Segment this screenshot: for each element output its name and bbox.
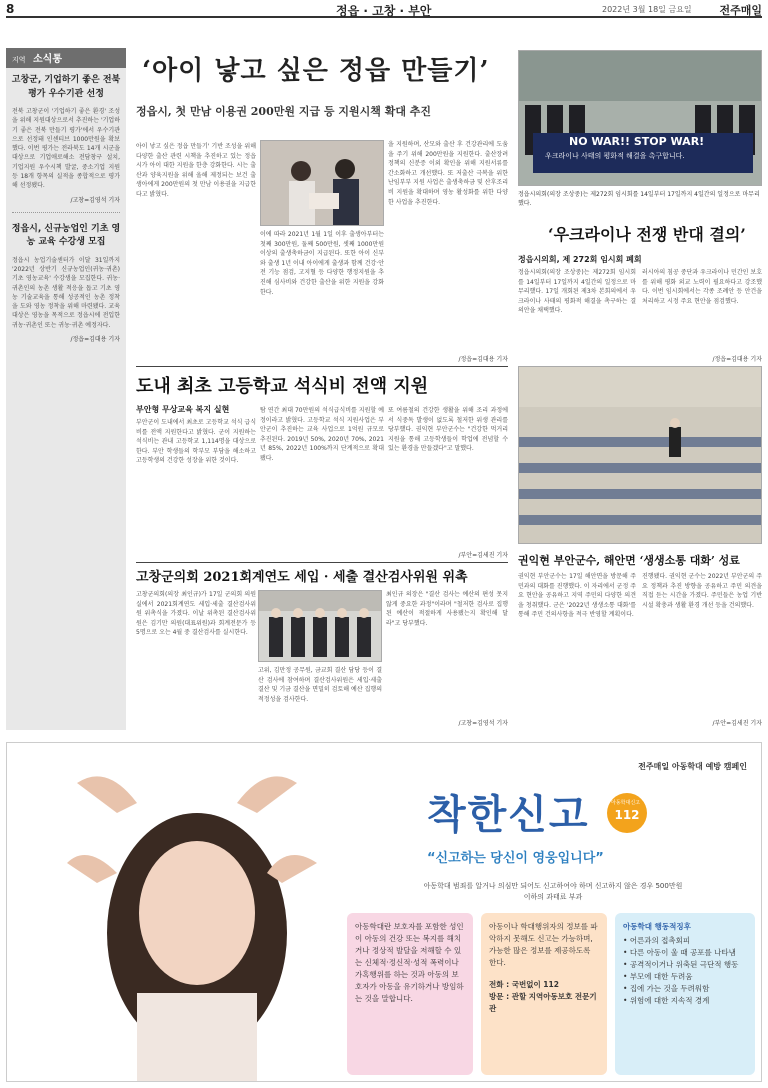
signs-item-text: 공격적이거나 위축된 극단적 행동 [629,960,739,969]
divider [136,562,508,563]
auditorium-photo-icon [519,367,762,544]
article1-byline: /정읍=김대용 기자 [458,356,508,363]
ad-title: 착한신고 [427,792,590,838]
article3-headline: 고창군의회 2021회계연도 세입 · 세출 결산검사위원 위촉 [136,570,468,585]
article1-subhead: 정읍시, 첫 만남 이용권 200만원 지급 등 지원시책 확대 추진 [136,105,432,118]
left-item1-title: 고창군, 기업하기 좋은 전북 평가 우수기관 선정 [11,75,121,99]
signs-item-text: 위험에 대한 지속적 경계 [629,996,710,1005]
signs-item: • 다른 아동이 울 때 공포를 나타냄 [623,948,736,957]
left-item1-body: 전북 고창군이 '기업하기 좋은 환경' 조성을 위해 지원대상으로서 추진하는 '기업하기 좋은 전북 만들기 평가'에서 우수기관으로 선정돼 인센티브 1000만원을 확보했다. 이번 평가는 전라북도 14개 시군을 대상으로 기업애로해소 전담창구 설치, 기업지원 우수시책 발굴, 중소기업 지원 등 18개 항목의 실적을 종합적으로 평가해 선정됐다. [12,108,120,190]
signs-item: • 위험에 대한 지속적 경계 [623,996,710,1005]
article2-byline: /부안=김세진 기자 [458,552,508,559]
article3-col2: 고위, 김만정 공무원, 금교회 결산 담당 등이 결산 검사에 참여하며 결산검사위원은 세입·세출 결산 및 기금 결산을 면밀히 검토해 예산 집행의 적정성을 검사한다. [258,667,382,703]
ceremony-photo-icon [261,141,384,226]
left-item2-body: 정읍시 농업기술센터가 이달 31일까지 '2022년 상반기 신규농업인(귀농·귀촌) 기초 영농교육' 수강생을 모집한다. 귀농·귀촌인의 농촌 생활 적응을 돕고 기초 영농 기술교육을 통해 성공적인 농촌 정착을 도와 영농 정착을 위해 마련됐다. 교육 대상은 영농을 목적으로 정읍시에 전입한 귀농·귀촌인 또는 귀농·귀촌 예정자다. [12,256,120,329]
group-photo-icon [259,591,382,662]
column-tag-small: 지역 [12,56,26,64]
signs-item: • 공격적이거나 위축된 극단적 행동 [623,960,739,969]
signs-item-text: 부모에 대한 두려움 [629,972,693,981]
article5-byline: /부안=김세진 기자 [712,720,762,727]
article1-col2: 이에 따라 2021년 1월 1일 이후 출생아부터는 첫째 300만원, 둘째 500만원, 셋째 1000만원 이상의 출생축하금이 지급된다. 또한 아이 신부와 출생 1년 이내 아이에게 출생과 함께 건강·안전 기능 점검, 고지혈 등 다양한 행정지원을 추진해 심사비와 건강한 출산을 위한 지원을 강화한다. [260,231,384,296]
left-item2-title: 정읍시, 신규농업인 기초 영농 교육 수강생 모집 [11,223,121,248]
article2-col1: 부안군이 도내에서 최초로 고등학교 석식 급식비를 전액 지원한다고 밝혔다. 군이 지원하는 석식비는 관내 고등학교 1,114명을 대상으로 한다. 부안 학생들의 학부모 부담을 해소하고 고등학생의 건강한 성장을 위한 것이다. [136,419,256,465]
council-photo-caption: 정읍시의회(의장 조상중)는 제272회 임시회를 14일부터 17일까지 4일간의 일정으로 마무리했다. [518,191,760,207]
article2-col3: 또 여름철의 건강한 생활을 위해 조리 과정에서 식중독 발생이 없도록 철저한 위생 관리를 당부했다. 권익현 부안군수는 "건강한 먹거리 지원을 통해 고등학생들이 학업에 전념할 수 있는 환경을 만들겠다"고 말했다. [388,407,508,453]
column-tag [6,48,126,68]
article3-col3: 최인규 의장은 "결산 검사는 예산의 편성 못지않게 중요한 과정"이라며 "철저한 검사로 집행된 예산이 적절하게 사용됐는지 확인해 달라"고 당부했다. [386,591,508,627]
signs-item-text: 어른과의 접촉회피 [629,936,691,945]
signs-box [615,913,755,1075]
left-item1-byline: /고창=김영석 기자 [70,196,120,204]
page-number: 8 [6,2,15,16]
ad-brand: 전주매일 아동학대 예방 캠페인 [638,762,747,771]
article4-col2: 러시아의 침공 중단과 우크라이나 민간인 보호를 위해 평화 외교 노력이 필요하다고 강조했다. 이번 임시회에서는 각종 조례안 등 안건을 처리하고 시정 주요 현안을 점검했다. [642,269,762,305]
paper-name: 전주매일 [719,4,762,17]
article3-col1: 고창군의회(의장 최인규)가 17일 군의회 의원실에서 2021회계연도 세입·세출 결산검사위원 위촉식을 가졌다. 이날 위촉된 결산검사위원은 김기만 의원(대표위원)과 회계전문가 등 5명으로 오는 4월 중 결산검사를 실시한다. [136,591,256,637]
article1-col3: 을 지원하며, 산모와 출산 후 건강관리에 도움을 주기 위해 200만원을 지원한다. 출산장려정책의 신분증 이외 확인을 위해 지원서류를 간소화하고 개선했다. 또 저출산 극복을 위한 난임부부 지원 사업은 출생축하금 및 산후조리비 지원을 확대하며 영농 활성화를 위한 다양한 사업을 추진한다. [388,141,508,206]
hotline-badge-label: 아동학대신고 [611,800,640,806]
article5-col2: 진행됐다. 권익현 군수는 2022년 부안군의 주요 정책과 추진 방향을 공유하고 주민 의견을 직접 듣는 시간을 가졌다. 주민들은 농업 기반 시설 확충과 생활 환경 개선 등을 건의했다. [642,573,762,609]
divider [136,366,508,367]
council-photo-icon [519,51,762,186]
protest-banner-main: NO WAR!! STOP WAR! [569,135,705,148]
hotline-number: 112 [614,808,640,822]
ad-description: 아동학대 범죄를 알거나 의심만 되어도 신고하여야 하며 신고하지 않은 경우 500만원 이하의 과태료 부과 [423,882,683,901]
article1-headline: ‘아이 낳고 싶은 정읍 만들기’ [142,56,490,86]
signs-item: • 어른과의 접촉회피 [623,936,691,945]
report-phone: 전화 : 국번없이 112 [489,980,559,989]
column-tag-label: 소식통 [33,54,62,65]
article3-byline: /고창=김영석 기자 [458,720,508,727]
divider [12,212,120,213]
ad-illustration [37,743,337,1082]
report-info-text: 아동이나 학대행위자의 정보를 파악하지 못해도 신고는 가능하며, 가능한 많은 정보를 제공하도록 한다. [489,922,598,967]
article4-col1: 정읍시의회(의장 조상중)는 제272회 임시회를 14일부터 17일까지 4일간의 일정으로 마무리했다. 17일 개회된 제3차 본회의에서 우크라이나 사태의 평화적 해결을 촉구하는 결의안을 채택했다. [518,269,636,315]
article2-col2: 탐 연간 최대 70만원의 석식급식비를 지원할 예정이라고 밝혔다. 고등학교 석식 지원사업은 부안군이 추진하는 교육 사업으로 1억원 규모로 추진된다. 2019년 50%, 2020년 70%, 2021년 85%, 2022년 100%까지 단계적으로 확대됐다. [260,407,384,462]
council-photo [518,50,762,186]
article1-photo [260,140,384,226]
article4-headline: ‘우크라이나 전쟁 반대 결의’ [548,225,746,244]
article2-headline: 도내 최초 고등학교 석식비 전액 지원 [136,376,429,397]
town-hall-photo [518,366,762,544]
signs-title: 아동학대 행동적징후 [623,922,691,931]
report-visit: 방문 : 관할 지역아동보호 전문기관 [489,992,597,1013]
article4-subbold: 정읍시의회, 제 272회 임시회 폐회 [518,255,642,264]
page-header [6,2,762,18]
report-info-box [481,913,607,1075]
article5-headline: 권익현 부안군수, 해안면 ‘생생소통 대화’ 성료 [518,554,740,567]
section-title: 정읍 · 고창 · 부안 [336,4,432,18]
left-item2-byline: /정읍=김대용 기자 [70,336,120,344]
article2-subbold: 부안형 무상교육 복지 실현 [136,405,230,414]
article4-byline: /정읍=김대용 기자 [712,356,762,363]
distressed-child-icon [37,743,337,1082]
definition-box [347,913,473,1075]
ad-slogan: “신고하는 당신이 영웅입니다” [427,851,604,866]
protest-banner-sub: 우크라이나 사태의 평화적 해결을 촉구합니다. [545,152,685,160]
signs-item-text: 다른 아동이 울 때 공포를 나타냄 [629,948,736,957]
article3-photo [258,590,382,662]
signs-item: • 집에 가는 것을 두려워함 [623,984,710,993]
article5-col1: 권익현 부안군수는 17일 해안면을 방문해 주민과의 대화를 진행했다. 이 자리에서 군정 주요 현안을 공유하고 지역 주민의 다양한 의견을 청취했다. 군은 '2022년 생생소통 대화'를 통해 주민 건의사항을 적극 반영할 계획이다. [518,573,636,619]
signs-item-text: 집에 가는 것을 두려워함 [629,984,710,993]
article1-col1: 아이 낳고 싶은 정읍 만들기' 기반 조성을 위해 다양한 출산 관련 시책을 추진하고 있는 정읍시가 아이 대한 지원을 한층 강화한다. 시는 출산과 양육지원을 위해 올해 제정되는 보건 출생아에게 200만원의 첫 만남 이용권을 지급한다고 밝혔다. [136,143,256,198]
definition-text: 아동학대란 보호자를 포함한 성인이 아동의 건강 또는 복지를 해치거나 정상적 발달을 저해할 수 있는 신체적·정신적·성적 폭력이나 가혹행위를 하는 것과 아동의 보호자가 아동을 유기하거나 방임하는 것을 말합니다. [355,922,464,1003]
issue-date: 2022년 3월 18일 금요일 [602,5,692,14]
signs-item: • 부모에 대한 두려움 [623,972,693,981]
left-news-column [6,48,126,730]
campaign-ad [6,742,762,1082]
